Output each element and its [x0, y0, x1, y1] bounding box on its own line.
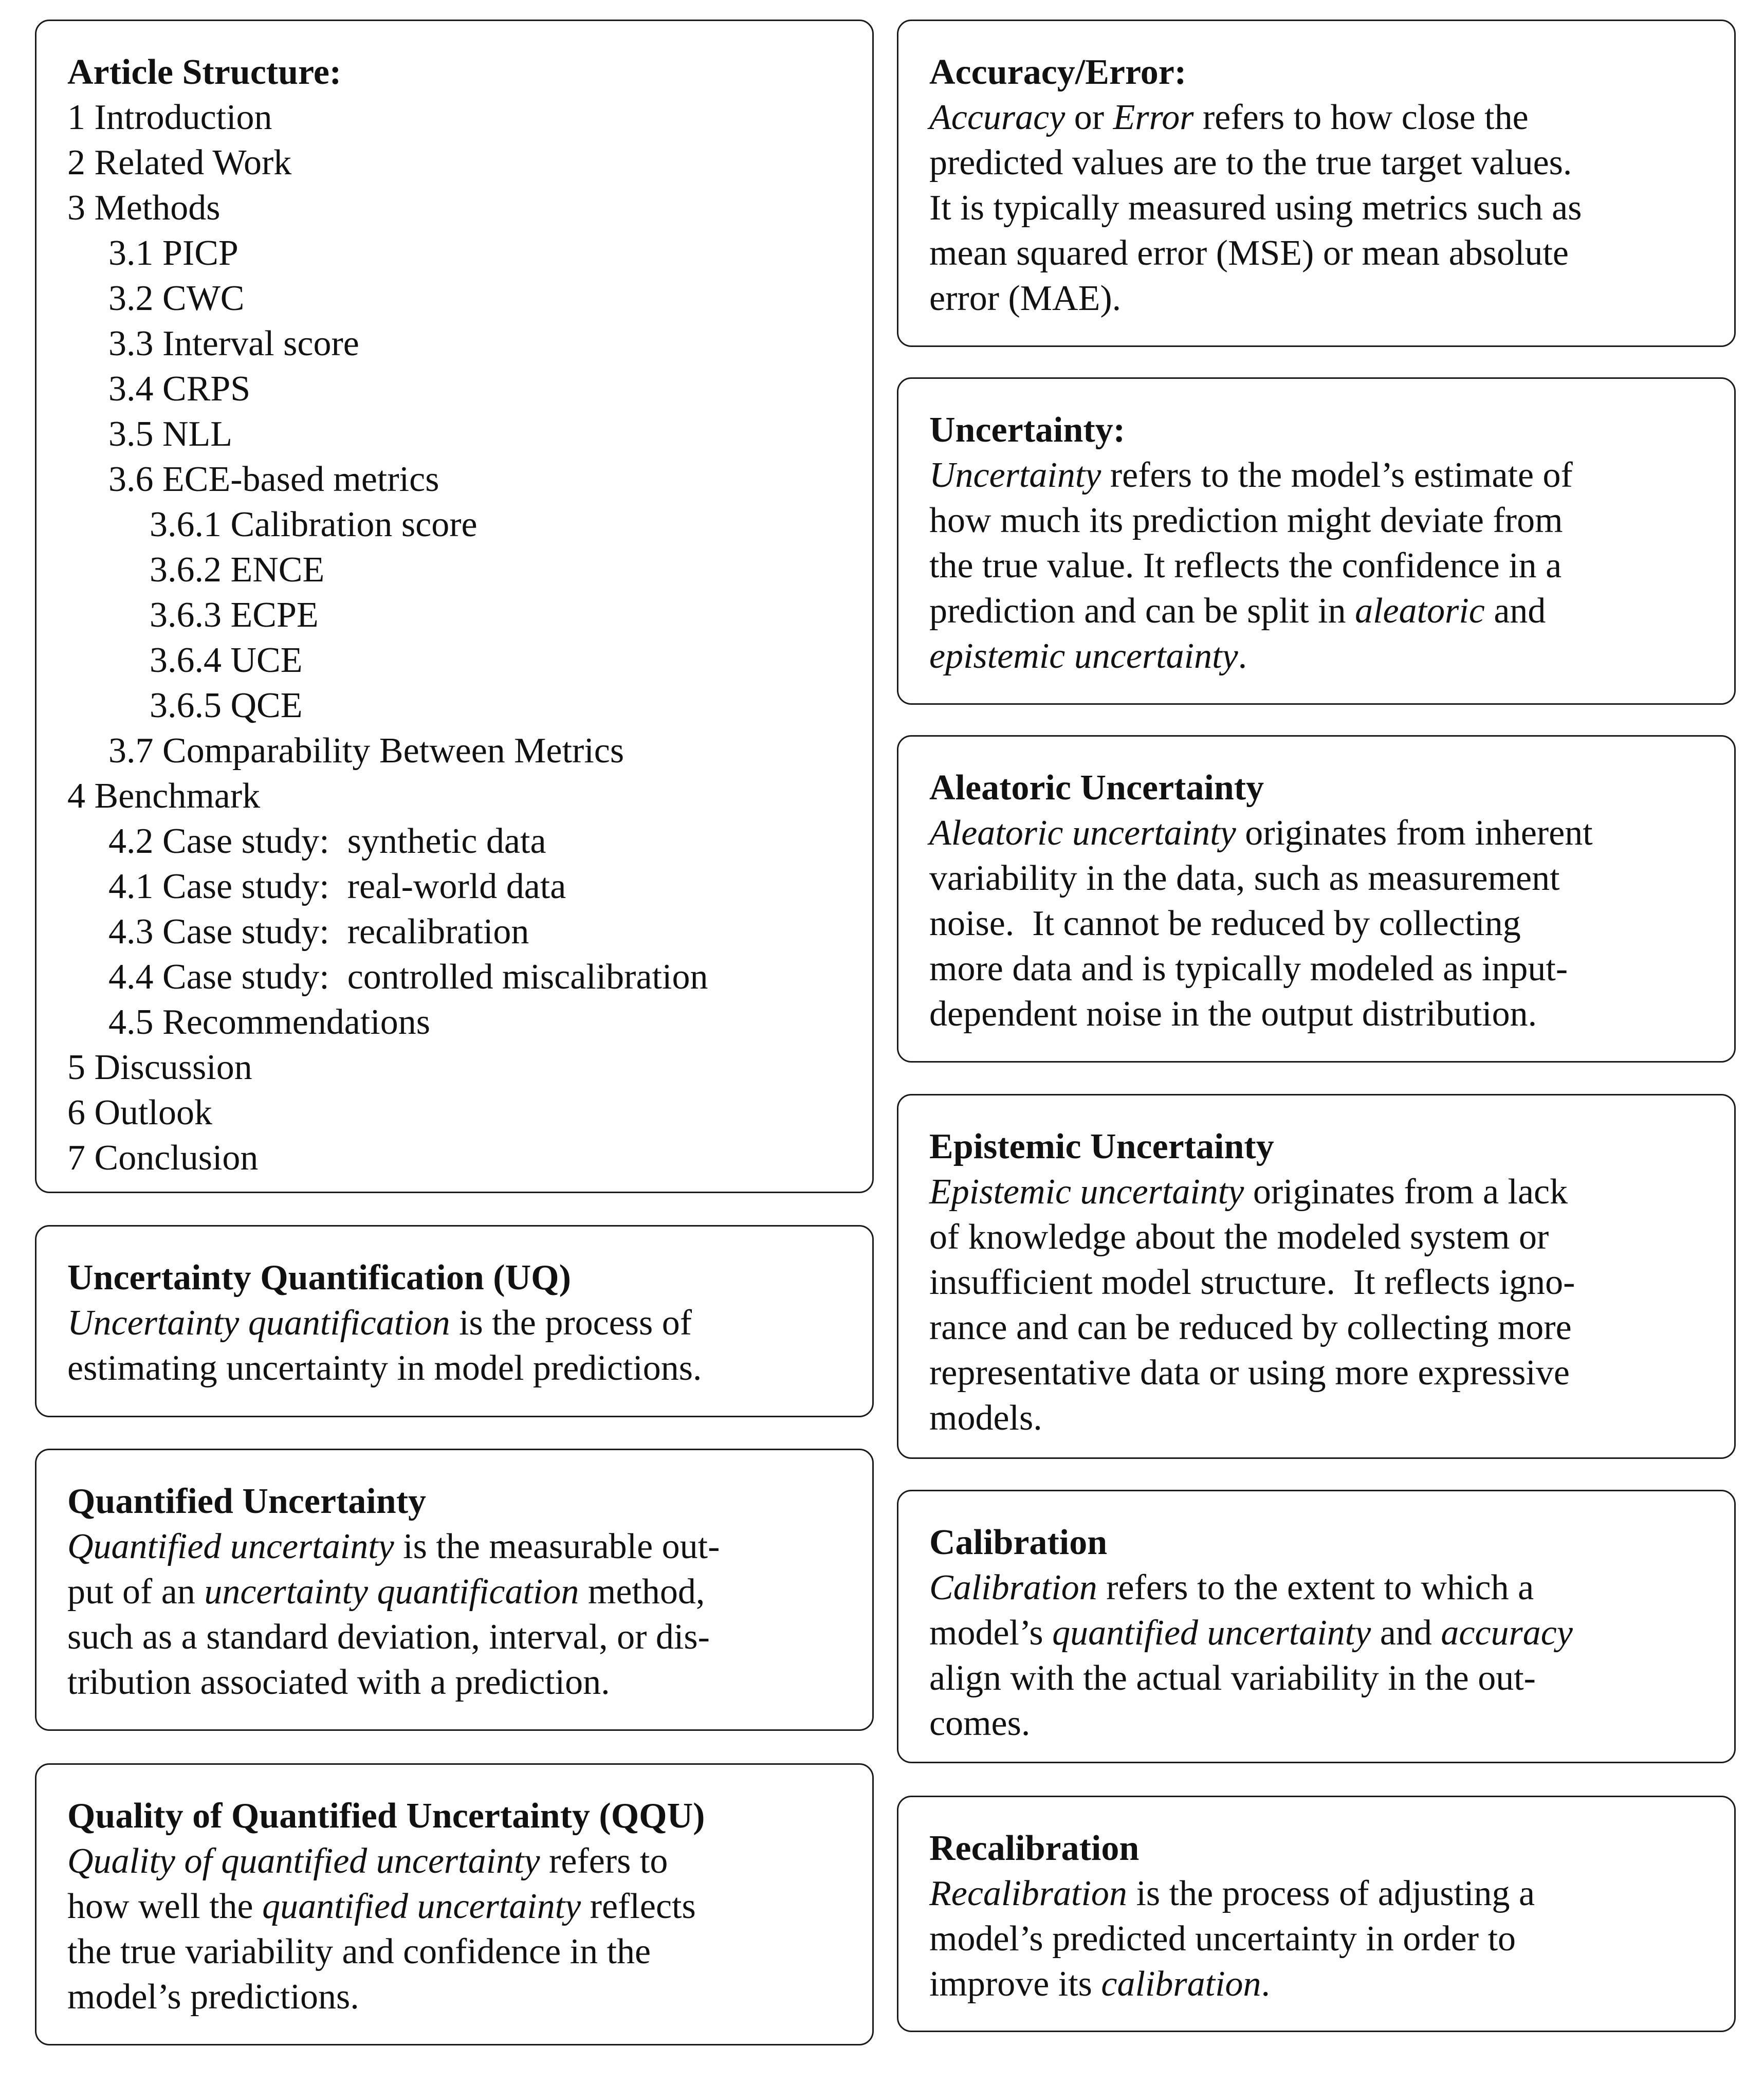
text-segment: It is typically measured using metrics such as: [929, 188, 1582, 228]
italic-term: accuracy: [1441, 1613, 1573, 1653]
definition-box-epistemic-uncertainty: [897, 1094, 1736, 1459]
text-segment: the true variability and confidence in the: [67, 1932, 651, 1971]
definition-title: Quality of Quantified Uncertainty (QQU): [67, 1796, 705, 1836]
text-line: [929, 1215, 1703, 1260]
italic-term: Quality of quantified uncertainty: [67, 1841, 540, 1881]
article-structure-title: Article Structure:: [67, 52, 342, 92]
italic-term: aleatoric: [1355, 591, 1485, 631]
text-line: [929, 543, 1703, 589]
definition-title: Epistemic Uncertainty: [929, 1127, 1274, 1166]
definition-title: Aleatoric Uncertainty: [929, 768, 1264, 808]
text-segment: model’s predicted uncertainty in order to: [929, 1919, 1516, 1959]
toc-entry: 3.6.2 ENCE: [150, 550, 325, 590]
text-line: [929, 186, 1703, 231]
definition-box-qqu: [35, 1763, 874, 2045]
text-line: [67, 1301, 841, 1346]
text-segment: and: [1484, 591, 1546, 631]
text-line: [929, 1565, 1703, 1611]
toc-entry: 4 Benchmark: [67, 776, 261, 816]
text-segment: reflects: [581, 1887, 696, 1926]
text-line: [929, 1305, 1703, 1350]
text-line: [929, 856, 1703, 901]
text-segment: originates from inherent: [1236, 813, 1593, 853]
italic-term: quantified uncertainty: [262, 1887, 581, 1926]
text-segment: originates from a lack: [1244, 1172, 1568, 1212]
text-line: [67, 1839, 841, 1884]
definition-title: Uncertainty Quantification (UQ): [67, 1258, 571, 1298]
definition-title: Quantified Uncertainty: [67, 1482, 427, 1521]
text-line: [67, 1524, 841, 1569]
toc-entry: 1 Introduction: [67, 98, 272, 137]
text-segment: noise. It cannot be reduced by collecting: [929, 904, 1521, 943]
text-line: [67, 1615, 841, 1660]
definition-body: [929, 1170, 1703, 1441]
toc-entry: 3.6 ECE-based metrics: [108, 460, 439, 499]
text-line: [67, 1975, 841, 2020]
text-line: [929, 1916, 1703, 1962]
definition-body: [929, 453, 1703, 679]
text-segment: dependent noise in the output distribution.: [929, 994, 1537, 1034]
text-segment: such as a standard deviation, interval, or dis-: [67, 1617, 710, 1657]
text-segment: refers to: [540, 1841, 668, 1881]
italic-term: uncertainty quantification: [204, 1572, 579, 1612]
text-line: [929, 1350, 1703, 1396]
toc-entry: 3.4 CRPS: [108, 369, 251, 409]
article-structure-list: [67, 95, 841, 1181]
italic-term: quantified uncertainty: [1052, 1613, 1371, 1653]
definition-title: Uncertainty:: [929, 410, 1126, 450]
text-line: [929, 276, 1703, 321]
definition-box-accuracy-error: [897, 20, 1736, 347]
text-segment: insufficient model structure. It reflects igno-: [929, 1263, 1575, 1302]
italic-term: Calibration: [929, 1568, 1097, 1607]
toc-entry: 3.2 CWC: [108, 279, 245, 318]
toc-entry: 3.6.5 QCE: [150, 686, 303, 725]
italic-term: Recalibration: [929, 1874, 1127, 1913]
text-segment: representative data or using more expressive: [929, 1353, 1570, 1393]
toc-entry: 3.6.1 Calibration score: [150, 505, 477, 544]
definition-title: Recalibration: [929, 1829, 1140, 1868]
toc-entry: 4.3 Case study: recalibration: [108, 912, 529, 952]
italic-term: Accuracy: [929, 98, 1065, 137]
text-line: [929, 634, 1703, 679]
text-segment: .: [1238, 636, 1247, 676]
text-segment: .: [1261, 1964, 1271, 2004]
text-segment: model’s predictions.: [67, 1977, 359, 2017]
toc-entry: 6 Outlook: [67, 1093, 212, 1132]
text-segment: the true value. It reflects the confidence in a: [929, 546, 1562, 586]
definition-body: [67, 1524, 841, 1705]
italic-term: Uncertainty: [929, 455, 1101, 495]
text-segment: models.: [929, 1398, 1042, 1438]
text-line: [929, 1611, 1703, 1656]
text-segment: tribution associated with a prediction.: [67, 1662, 610, 1702]
definition-body: [929, 95, 1703, 321]
text-line: [67, 1929, 841, 1975]
text-segment: how much its prediction might deviate from: [929, 501, 1563, 540]
toc-entry: 3.6.4 UCE: [150, 641, 303, 680]
text-segment: variability in the data, such as measurement: [929, 858, 1560, 898]
toc-entry: 4.5 Recommendations: [108, 1002, 431, 1042]
text-segment: of knowledge about the modeled system or: [929, 1217, 1549, 1257]
toc-entry: 2 Related Work: [67, 143, 292, 182]
italic-term: Uncertainty quantification: [67, 1303, 450, 1343]
text-line: [929, 811, 1703, 856]
text-segment: comes.: [929, 1704, 1031, 1743]
text-line: [929, 1962, 1703, 2007]
text-line: [929, 992, 1703, 1037]
text-segment: model’s: [929, 1613, 1053, 1653]
text-segment: predicted values are to the true target values.: [929, 143, 1572, 182]
definition-title: Accuracy/Error:: [929, 52, 1187, 92]
text-segment: and: [1371, 1613, 1441, 1653]
text-line: [929, 140, 1703, 186]
definition-box-quantified-uncertainty: [35, 1449, 874, 1731]
text-segment: method,: [579, 1572, 705, 1612]
definition-body: [929, 811, 1703, 1037]
text-segment: rance and can be reduced by collecting more: [929, 1308, 1572, 1347]
definition-box-recalibration: [897, 1796, 1736, 2032]
definition-title: Calibration: [929, 1523, 1108, 1562]
definition-box-aleatoric-uncertainty: [897, 735, 1736, 1063]
text-segment: refers to how close the: [1193, 98, 1529, 137]
text-line: [929, 1701, 1703, 1746]
toc-entry: 3.5 NLL: [108, 414, 233, 454]
text-line: [929, 453, 1703, 498]
definition-body: [67, 1839, 841, 2020]
text-line: [929, 498, 1703, 543]
text-segment: put of an: [67, 1572, 205, 1612]
definition-body: [67, 1301, 841, 1391]
italic-term: calibration: [1101, 1964, 1261, 2004]
italic-term: Aleatoric uncertainty: [929, 813, 1236, 853]
toc-entry: 3.3 Interval score: [108, 324, 359, 363]
text-line: [67, 1660, 841, 1705]
text-segment: improve its: [929, 1964, 1101, 2004]
text-line: [929, 1260, 1703, 1305]
toc-entry: 4.1 Case study: real-world data: [108, 867, 566, 906]
text-segment: error (MAE).: [929, 279, 1122, 318]
italic-term: Epistemic uncertainty: [929, 1172, 1244, 1212]
toc-entry: 3 Methods: [67, 188, 220, 228]
text-segment: estimating uncertainty in model predictions.: [67, 1348, 702, 1388]
definition-box-calibration: [897, 1490, 1736, 1763]
text-segment: refers to the extent to which a: [1097, 1568, 1534, 1607]
text-line: [67, 1569, 841, 1615]
text-segment: prediction and can be split in: [929, 591, 1355, 631]
definition-box-uq: [35, 1225, 874, 1417]
text-segment: how well the: [67, 1887, 263, 1926]
text-segment: or: [1065, 98, 1113, 137]
text-line: [929, 95, 1703, 140]
text-segment: is the process of adjusting a: [1127, 1874, 1535, 1913]
text-line: [929, 901, 1703, 946]
text-segment: more data and is typically modeled as input-: [929, 949, 1568, 989]
text-segment: refers to the model’s estimate of: [1101, 455, 1573, 495]
text-line: [929, 1396, 1703, 1441]
text-line: [929, 589, 1703, 634]
text-line: [929, 1170, 1703, 1215]
italic-term: Error: [1113, 98, 1194, 137]
definition-body: [929, 1565, 1703, 1746]
article-structure-box: [35, 20, 874, 1193]
text-segment: align with the actual variability in the out-: [929, 1658, 1536, 1698]
toc-entry: 3.7 Comparability Between Metrics: [108, 731, 624, 771]
toc-entry: 7 Conclusion: [67, 1138, 259, 1178]
toc-entry: 3.1 PICP: [108, 233, 238, 273]
text-line: [929, 1871, 1703, 1916]
toc-entry: 4.2 Case study: synthetic data: [108, 821, 546, 861]
italic-term: epistemic uncertainty: [929, 636, 1238, 676]
text-line: [67, 1346, 841, 1391]
text-segment: is the process of: [450, 1303, 692, 1343]
text-segment: is the measurable out-: [394, 1527, 720, 1566]
toc-entry: 4.4 Case study: controlled miscalibration: [108, 957, 708, 997]
text-line: [929, 946, 1703, 992]
italic-term: Quantified uncertainty: [67, 1527, 394, 1566]
text-segment: mean squared error (MSE) or mean absolute: [929, 233, 1569, 273]
definition-box-uncertainty: [897, 377, 1736, 705]
definition-body: [929, 1871, 1703, 2007]
text-line: [67, 1884, 841, 1929]
text-line: [929, 231, 1703, 276]
toc-entry: 5 Discussion: [67, 1048, 252, 1087]
toc-entry: 3.6.3 ECPE: [150, 595, 319, 635]
text-line: [929, 1656, 1703, 1701]
